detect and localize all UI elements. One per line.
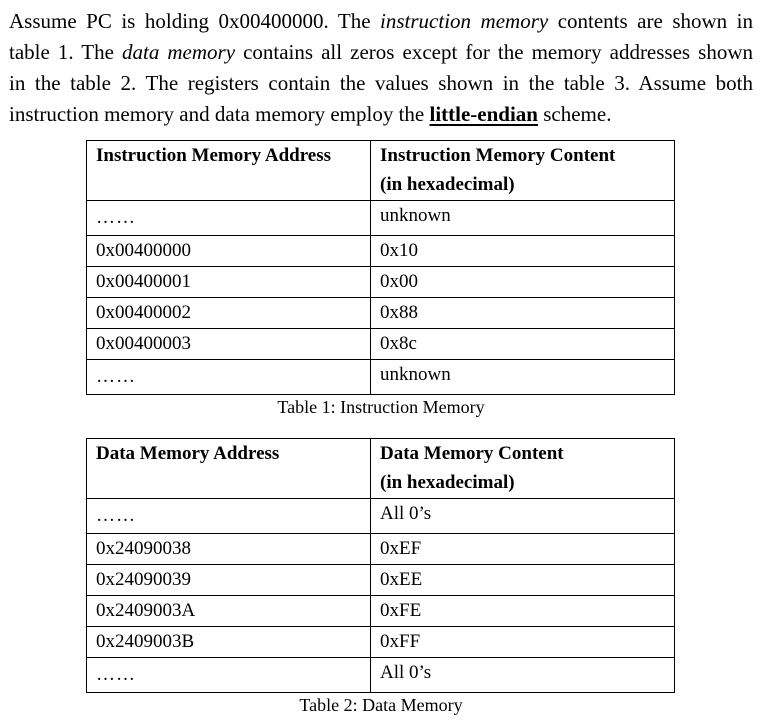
data-address-header: Data Memory Address [87, 439, 371, 499]
content-cell: All 0’s [371, 499, 675, 534]
table-row [87, 499, 675, 534]
content-cell: 0xEF [371, 534, 675, 565]
table-row [87, 267, 675, 298]
content-cell: 0xEE [371, 565, 675, 596]
table-row [87, 236, 675, 267]
table-row [87, 627, 675, 658]
content-cell: 0x10 [371, 236, 675, 267]
intro-line-3: in the table 2. The registers contain the values shown in the table 3. Assume both [9, 71, 753, 95]
address-cell: 0x2409003A [87, 596, 371, 627]
content-cell: unknown [371, 360, 675, 395]
table-1-caption: Table 1: Instruction Memory [277, 397, 485, 417]
header-line: Instruction Memory Content [380, 145, 616, 166]
intro-text: Assume PC is holding 0x00400000. The [9, 9, 381, 33]
table-header-row [87, 439, 675, 499]
address-cell: …… [87, 499, 371, 534]
table-row [87, 534, 675, 565]
address-cell: 0x24090039 [87, 565, 371, 596]
table-row [87, 201, 675, 236]
little-endian-term: little-endian [429, 102, 538, 126]
header-line: Data Memory Content [380, 443, 564, 464]
address-cell: …… [87, 201, 371, 236]
table-row [87, 360, 675, 395]
content-cell: 0x88 [371, 298, 675, 329]
instruction-memory-table [86, 140, 675, 395]
intro-text: scheme. [537, 102, 612, 126]
data-memory-term: data memory [121, 40, 236, 64]
content-cell: 0xFF [371, 627, 675, 658]
intro-text: contents are shown in [548, 9, 753, 33]
address-cell: 0x00400003 [87, 329, 371, 360]
address-cell: 0x00400000 [87, 236, 371, 267]
table-header-row [87, 141, 675, 201]
header-line: (in hexadecimal) [380, 472, 515, 493]
content-cell: 0x8c [371, 329, 675, 360]
table-row [87, 596, 675, 627]
table-row [87, 298, 675, 329]
intro-text: instruction memory and data memory employ the [9, 102, 430, 126]
address-cell: …… [87, 658, 371, 693]
content-cell: unknown [371, 201, 675, 236]
content-cell: 0xFE [371, 596, 675, 627]
content-cell: 0x00 [371, 267, 675, 298]
address-cell: …… [87, 360, 371, 395]
intro-line-1 [9, 6, 753, 37]
table-row [87, 329, 675, 360]
table-row [87, 565, 675, 596]
table-2-caption: Table 2: Data Memory [299, 695, 463, 715]
instruction-memory-term: instruction memory [380, 9, 549, 33]
address-cell: 0x00400002 [87, 298, 371, 329]
intro-text: contains all zeros except for the memory addresses shown [235, 40, 753, 64]
instruction-content-header [371, 141, 675, 201]
address-cell: 0x24090038 [87, 534, 371, 565]
problem-statement [9, 6, 753, 130]
content-cell: All 0’s [371, 658, 675, 693]
address-cell: 0x00400001 [87, 267, 371, 298]
intro-line-4 [9, 99, 753, 130]
instruction-address-header: Instruction Memory Address [87, 141, 371, 201]
header-line: (in hexadecimal) [380, 174, 515, 195]
data-content-header [371, 439, 675, 499]
intro-line-2 [9, 37, 753, 68]
intro-text: table 1. The [9, 40, 122, 64]
table-row [87, 658, 675, 693]
address-cell: 0x2409003B [87, 627, 371, 658]
data-memory-table [86, 438, 675, 693]
